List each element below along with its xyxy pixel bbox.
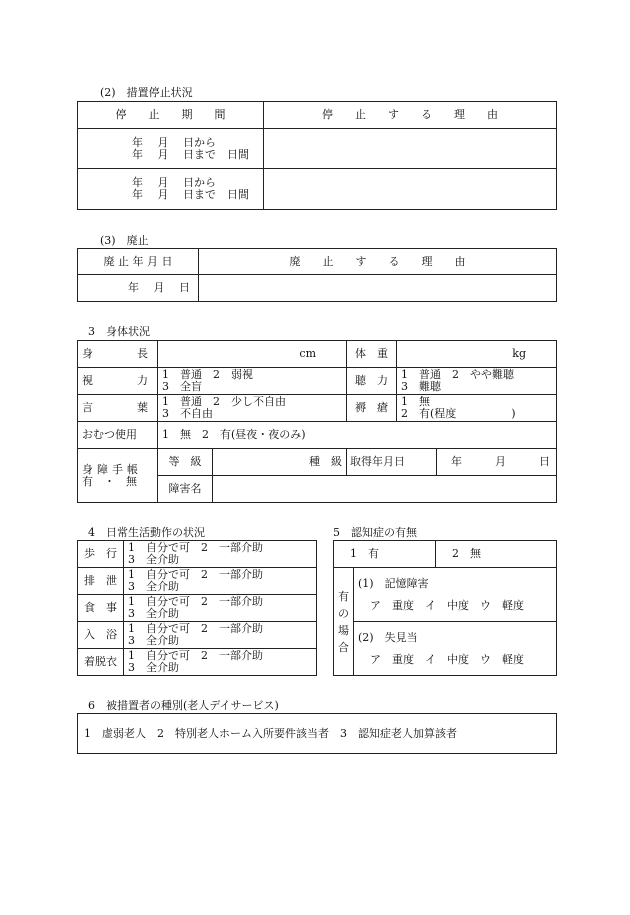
section-5-title: 5 認知症の有無 bbox=[333, 526, 417, 539]
hearing-options bbox=[397, 368, 557, 395]
if-yes-char-4: 合 bbox=[338, 640, 349, 654]
speech-option-line-1: 1 普通 2 少し不自由 bbox=[162, 395, 286, 408]
adl-option-line-2: 3 全介助 bbox=[128, 607, 179, 620]
height-unit: cm bbox=[158, 341, 347, 368]
bedsore-option-line-2: 2 有(程度 ) bbox=[401, 407, 516, 420]
hearing-option-line-1: 1 普通 2 やや難聴 bbox=[401, 368, 514, 381]
kind-label: 種 級 bbox=[213, 449, 347, 476]
bedsore-option-line-1: 1 無 bbox=[401, 395, 430, 408]
adl-option-line-2: 3 全介助 bbox=[128, 553, 179, 566]
adl-option-line-1: 1 自分で可 2 一部介助 bbox=[128, 649, 263, 662]
handbook-label-line-1: 身障手帳 bbox=[82, 462, 142, 476]
adl-options bbox=[124, 622, 317, 649]
suspension-period-header: 停 止 期 間 bbox=[78, 102, 264, 129]
suspension-reason-cell-2[interactable] bbox=[264, 169, 557, 210]
vision-option-line-2: 3 全盲 bbox=[162, 380, 202, 393]
if-yes-label bbox=[334, 568, 354, 676]
suspension-table bbox=[77, 101, 557, 210]
vision-options bbox=[158, 368, 347, 395]
memory-disorder bbox=[354, 568, 557, 622]
weight-unit: kg bbox=[397, 341, 557, 368]
hearing-label: 聴 力 bbox=[347, 368, 397, 395]
abolition-reason-header: 廃 止 す る 理 由 bbox=[199, 249, 557, 275]
if-yes-char-2: の bbox=[338, 606, 349, 620]
disorientation-title: (2) 失見当 bbox=[358, 630, 418, 644]
adl-row-bathing: 入 浴 bbox=[78, 622, 124, 649]
adl-option-line-2: 3 全介助 bbox=[128, 634, 179, 647]
grade-label: 等 級 bbox=[158, 449, 213, 476]
disorientation bbox=[354, 622, 557, 676]
adl-option-line-2: 3 全介助 bbox=[128, 580, 179, 593]
section-4-title: 4 日常生活動作の状況 bbox=[88, 526, 205, 539]
adl-row-walking: 歩 行 bbox=[78, 541, 124, 568]
suspension-period-cell-2 bbox=[78, 169, 264, 210]
suspension-period-cell-1 bbox=[78, 129, 264, 169]
height-label: 身 長 bbox=[78, 341, 158, 368]
vision-label: 視 力 bbox=[78, 368, 158, 395]
memory-disorder-options: ア 重度 イ 中度 ウ 軽度 bbox=[370, 598, 524, 612]
disorientation-options: ア 重度 イ 中度 ウ 軽度 bbox=[370, 652, 524, 666]
recipient-type-table bbox=[77, 713, 557, 754]
speech-label: 言 葉 bbox=[78, 395, 158, 422]
diaper-value: 1 無 2 有(昼夜・夜のみ) bbox=[158, 422, 557, 449]
bedsore-options bbox=[397, 395, 557, 422]
if-yes-char-1: 有 bbox=[338, 589, 349, 603]
suspension-reason-header: 停 止 す る 理 由 bbox=[264, 102, 557, 129]
adl-option-line-1: 1 自分で可 2 一部介助 bbox=[128, 595, 263, 608]
adl-options bbox=[124, 649, 317, 676]
bedsore-label: 褥 瘡 bbox=[347, 395, 397, 422]
weight-label: 体 重 bbox=[347, 341, 397, 368]
section-3-title: 3 身体状況 bbox=[88, 325, 150, 338]
handbook-label-line-2: 有 ・ 無 bbox=[82, 474, 137, 488]
adl-options bbox=[124, 541, 317, 568]
section-6-title: 6 被措置者の種別(老人デイサービス) bbox=[88, 699, 279, 712]
period-to: 年 月 日まで 日間 bbox=[132, 188, 249, 201]
section-2-title: (2) 措置停止状況 bbox=[100, 86, 193, 99]
vision-option-line-1: 1 普通 2 弱視 bbox=[162, 368, 253, 381]
adl-option-line-1: 1 自分で可 2 一部介助 bbox=[128, 622, 263, 635]
abolition-date-header: 廃 止 年 月 日 bbox=[78, 249, 199, 275]
speech-options bbox=[158, 395, 347, 422]
if-yes-char-3: 場 bbox=[338, 623, 349, 637]
adl-option-line-2: 3 全介助 bbox=[128, 661, 179, 674]
abolition-date-value: 年 月 日 bbox=[78, 275, 199, 302]
adl-row-excretion: 排 泄 bbox=[78, 568, 124, 595]
hearing-option-line-2: 3 難聴 bbox=[401, 380, 441, 393]
disability-label: 障害名 bbox=[158, 476, 213, 503]
disability-value-cell[interactable] bbox=[213, 476, 557, 503]
handbook-label bbox=[78, 449, 158, 503]
dementia-table bbox=[333, 540, 557, 676]
period-to: 年 月 日まで 日間 bbox=[132, 147, 249, 161]
suspension-reason-cell-1[interactable] bbox=[264, 129, 557, 169]
acquired-date-label: 取得年月日 bbox=[347, 449, 437, 476]
abolition-reason-cell[interactable] bbox=[199, 275, 557, 302]
section-3-abolition-title: (3) 廃止 bbox=[100, 234, 149, 247]
physical-condition-table bbox=[77, 340, 557, 503]
adl-row-dressing: 着脱衣 bbox=[78, 649, 124, 676]
memory-disorder-title: (1) 記憶障害 bbox=[358, 576, 429, 590]
adl-table bbox=[77, 540, 317, 676]
speech-option-line-2: 3 不自由 bbox=[162, 407, 213, 420]
adl-option-line-1: 1 自分で可 2 一部介助 bbox=[128, 541, 263, 554]
dementia-no: 2 無 bbox=[436, 541, 557, 568]
abolition-table bbox=[77, 248, 557, 302]
acquired-date-value: 年 月 日 bbox=[437, 449, 557, 476]
recipient-type-value: 1 虚弱老人 2 特別老人ホーム入所要件該当者 3 認知症老人加算該者 bbox=[78, 714, 557, 754]
period-from: 年 月 日から bbox=[132, 135, 216, 149]
adl-option-line-1: 1 自分で可 2 一部介助 bbox=[128, 568, 263, 581]
diaper-label: おむつ使用 bbox=[78, 422, 158, 449]
dementia-yes: 1 有 bbox=[334, 541, 436, 568]
adl-row-eating: 食 事 bbox=[78, 595, 124, 622]
adl-options bbox=[124, 568, 317, 595]
period-from: 年 月 日から bbox=[132, 176, 216, 189]
adl-options bbox=[124, 595, 317, 622]
